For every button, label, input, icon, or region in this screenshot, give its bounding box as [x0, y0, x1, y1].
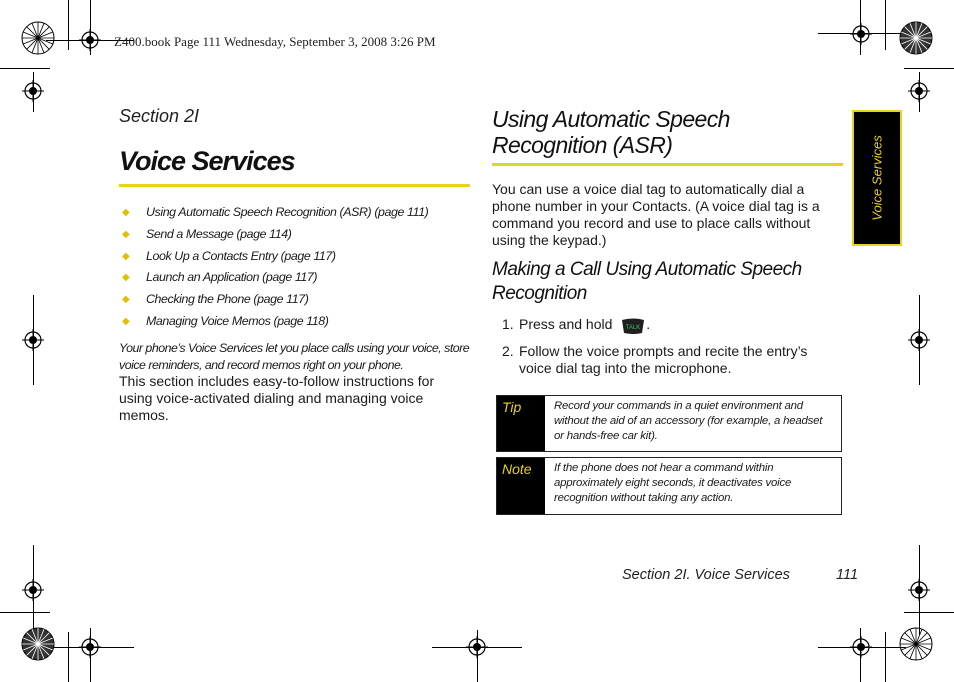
intro-lead-in: Your phone’s Voice Services let you place calls using your voice, store voice reminders, and record memos right on your phone. — [119, 341, 470, 372]
side-tab-label: Voice Services — [869, 135, 885, 221]
diamond-bullet-icon: ◆ — [122, 250, 130, 262]
talk-key-icon — [620, 317, 646, 335]
list-item[interactable] — [119, 268, 469, 290]
registration-mark-icon — [850, 23, 872, 45]
toc-item-label: Send a Message (page 114) — [146, 226, 292, 241]
registration-mark-icon — [22, 579, 44, 601]
starburst-mark-icon — [898, 20, 934, 56]
registration-mark-icon — [79, 636, 101, 658]
diamond-bullet-icon: ◆ — [122, 207, 130, 218]
note-text: If the phone does not hear a command within approximately eight seconds, it deactivates voice recognition without taking any action. — [554, 462, 792, 504]
chapter-side-tab — [852, 110, 902, 246]
title-rule — [119, 184, 470, 187]
registration-mark-icon — [908, 80, 930, 102]
tip-callout — [496, 395, 842, 452]
step-suffix: . — [646, 316, 651, 332]
steps-list — [492, 316, 837, 385]
section-contents-list — [119, 203, 469, 334]
starburst-mark-icon — [20, 626, 56, 662]
registration-mark-icon — [908, 329, 930, 351]
registration-mark-icon — [908, 579, 930, 601]
list-item[interactable] — [119, 312, 469, 334]
list-item — [492, 316, 837, 335]
section-label: Section 2I — [119, 106, 200, 126]
call-heading: Making a Call Using Automatic Speech Recognition — [492, 259, 802, 304]
asr-heading: Using Automatic Speech Recognition (ASR) — [492, 106, 730, 158]
intro-paragraph: This section includes easy-to-follow instructions for using voice-activated dialing and managing voice memos. — [119, 373, 435, 423]
diamond-bullet-icon: ◆ — [122, 315, 130, 327]
registration-mark-icon — [850, 636, 872, 658]
note-tag: Note — [497, 458, 545, 514]
page-number: 111 — [836, 567, 859, 583]
diamond-bullet-icon: ◆ — [122, 272, 130, 284]
note-callout — [496, 457, 842, 515]
registration-mark-icon — [22, 80, 44, 102]
registration-mark-icon — [79, 29, 101, 51]
toc-item-label: Launch an Application (page 117) — [146, 270, 318, 285]
list-item — [492, 343, 837, 377]
heading-rule — [492, 163, 843, 166]
print-slug-line: Z400.book Page 111 Wednesday, September 3, 2008 3:26 PM — [114, 34, 436, 49]
toc-item-label: Look Up a Contacts Entry (page 117) — [146, 248, 336, 263]
step-text: Press and hold — [519, 316, 613, 332]
list-item[interactable] — [119, 290, 469, 312]
step-text: Follow the voice prompts and recite the entry’s voice dial tag into the microphone. — [519, 343, 808, 376]
running-footer: Section 2I. Voice Services — [622, 567, 790, 583]
list-item[interactable] — [119, 203, 469, 225]
asr-paragraph: You can use a voice dial tag to automatically dial a phone number in your Contacts. (A voice dial tag is a command you record and use to place calls without using the keypad.) — [492, 181, 820, 248]
toc-item-label: Checking the Phone (page 117) — [146, 292, 309, 307]
step-number: 2. — [502, 343, 514, 359]
tip-tag: Tip — [497, 396, 545, 451]
page-title: Voice Services — [119, 146, 295, 176]
tip-text: Record your commands in a quiet environment and without the aid of an accessory (for example, a headset or hands-free car kit). — [554, 400, 823, 442]
toc-item-label: Using Automatic Speech Recognition (ASR) (page 111) — [146, 205, 429, 219]
registration-mark-icon — [466, 636, 488, 658]
diamond-bullet-icon: ◆ — [122, 228, 130, 240]
toc-item-label: Managing Voice Memos (page 118) — [146, 313, 329, 328]
list-item[interactable] — [119, 225, 469, 247]
starburst-mark-icon — [20, 20, 56, 56]
starburst-mark-icon — [898, 626, 934, 662]
talk-key-label: TALK — [626, 325, 641, 331]
step-number: 1. — [502, 316, 514, 332]
registration-mark-icon — [22, 329, 44, 351]
diamond-bullet-icon: ◆ — [122, 294, 130, 306]
list-item[interactable] — [119, 247, 469, 269]
